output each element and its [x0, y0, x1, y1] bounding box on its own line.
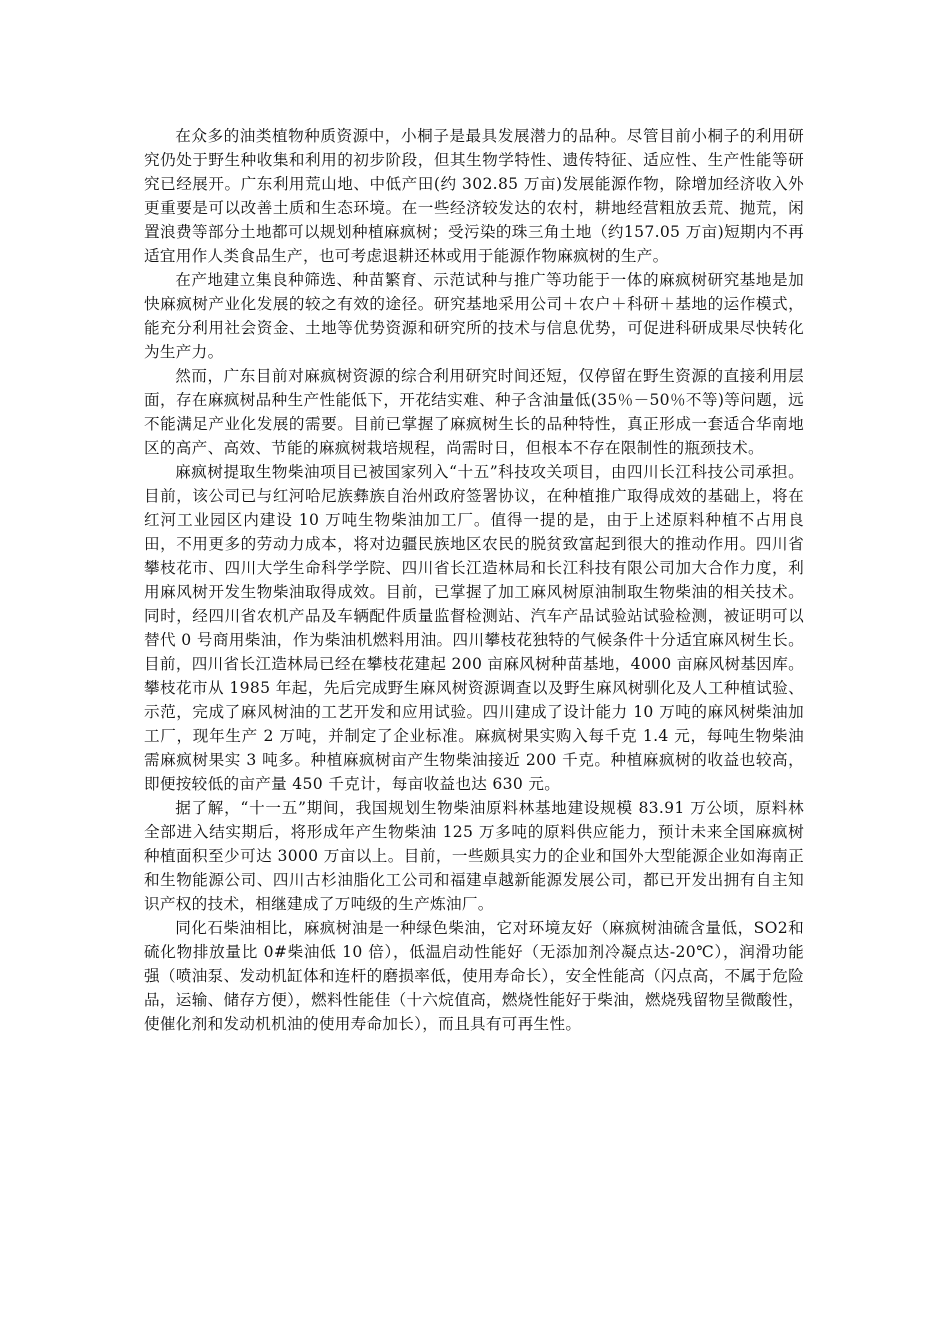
- paragraph-1: 在众多的油类植物种质资源中，小桐子是最具发展潜力的品种。尽管目前小桐子的利用研究仍处于野生种收集和利用的初步阶段，但其生物学特性、遗传特征、适应性、生产性能等研究已经展开。广东利用荒山地、中低产田(约 302.85 万亩)发展能源作物，除增加经济收入外更重要是可以改善土质和生态环境。在一些经济较发达的农村，耕地经营粗放丢荒、抛荒，闲置浪费等部分土地都可以规划种植麻疯树；受污染的珠三角土地（约157.05 万亩)短期内不再适宜用作人类食品生产，也可考虑退耕还林或用于能源作物麻疯树的生产。: [144, 127, 804, 265]
- paragraph-5: 据了解，“十一五”期间，我国规划生物柴油原料林基地建设规模 83.91 万公顷，原料林全部进入结实期后，将形成年产生物柴油 125 万多吨的原料供应能力，预计未来全国麻疯树种植面积至少可达 3000 万亩以上。目前，一些颇具实力的企业和国外大型能源企业如海南正和生物能源公司、四川古杉油脂化工公司和福建卓越新能源发展公司，都已开发出拥有自主知识产权的技术，相继建成了万吨级的生产炼油厂。: [144, 799, 804, 913]
- paragraph-4: 麻疯树提取生物柴油项目已被国家列入“十五”科技攻关项目，由四川长江科技公司承担。目前，该公司已与红河哈尼族彝族自治州政府签署协议，在种植推广取得成效的基础上，将在红河工业园区内建设 10 万吨生物柴油加工厂。值得一提的是，由于上述原料种植不占用良田，不用更多的劳动力成本，将对边疆民族地区农民的脱贫致富起到很大的推动作用。四川省攀枝花市、四川大学生命科学学院、四川省长江造林局和长江科技有限公司加大合作力度，利用麻风树开发生物柴油取得成效。目前，已掌握了加工麻风树原油制取生物柴油的相关技术。同时，经四川省农机产品及车辆配件质量监督检测站、汽车产品试验站试验检测，被证明可以替代 0 号商用柴油，作为柴油机燃料用油。四川攀枝花独特的气候条件十分适宜麻风树生长。目前，四川省长江造林局已经在攀枝花建起 200 亩麻风树种苗基地，4000 亩麻风树基因库。攀枝花市从 1985 年起，先后完成野生麻风树资源调查以及野生麻风树驯化及人工种植试验、示范，完成了麻风树油的工艺开发和应用试验。四川建成了设计能力 10 万吨的麻风树柴油加工厂，现年生产 2 万吨，并制定了企业标准。麻疯树果实购入每千克 1.4 元，每吨生物柴油需麻疯树果实 3 吨多。种植麻疯树亩产生物柴油接近 200 千克。种植麻疯树的收益也较高，即便按较低的亩产量 450 千克计，每亩收益也达 630 元。: [144, 463, 804, 793]
- paragraph-6: 同化石柴油相比，麻疯树油是一种绿色柴油，它对环境友好（麻疯树油硫含量低，SO2和硫化物排放量比 0#柴油低 10 倍），低温启动性能好（无添加剂冷凝点达-20℃），润滑功能强（喷油泵、发动机缸体和连杆的磨损率低，使用寿命长），安全性能高（闪点高，不属于危险品，运输、储存方便），燃料性能佳（十六烷值高，燃烧性能好于柴油，燃烧残留物呈微酸性，使催化剂和发动机机油的使用寿命加长），而且具有可再生性。: [144, 919, 804, 1033]
- article-body: [144, 124, 804, 1036]
- paragraph-3: 然而，广东目前对麻疯树资源的综合利用研究时间还短，仅停留在野生资源的直接利用层面，存在麻疯树品种生产性能低下，开花结实难、种子含油量低(35％－50％不等)等问题，远不能满足产业化发展的需要。目前已掌握了麻疯树生长的品种特性，真正形成一套适合华南地区的高产、高效、节能的麻疯树栽培规程，尚需时日，但根本不存在限制性的瓶颈技术。: [144, 367, 804, 457]
- paragraph-2: 在产地建立集良种筛选、种苗繁育、示范试种与推广等功能于一体的麻疯树研究基地是加快麻疯树产业化发展的较之有效的途径。研究基地采用公司＋农户＋科研＋基地的运作模式，能充分利用社会资金、土地等优势资源和研究所的技术与信息优势，可促进科研成果尽快转化为生产力。: [144, 271, 804, 361]
